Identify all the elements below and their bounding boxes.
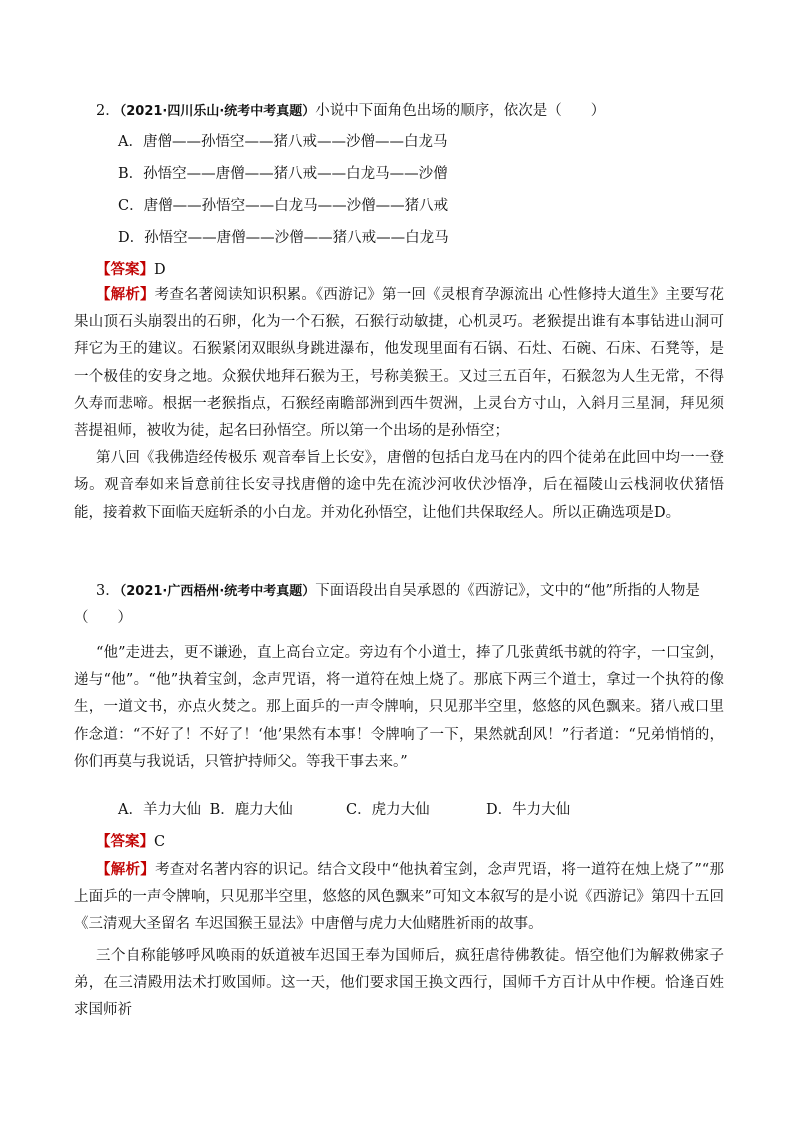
answer-tag: 【答案】 <box>96 834 154 850</box>
question-source: （2021·四川乐山·统考中考真题） <box>119 104 316 119</box>
analysis-block-q3 <box>74 857 724 1024</box>
analysis-paragraph: 第八回《我佛造经传极乐 观音奉旨上长安》，唐僧的包括白龙马在内的四个徒弟在此回中均一一登场。观音奉如来旨意前往长安寻找唐僧的途中先在流沙河收伏沙悟净，后在福陵山云栈洞收伏猪悟能，接着救下面临天庭斩杀的小白龙。并劝化孙悟空，让他们共保取经人。所以正确选项是D。 <box>74 450 724 521</box>
question-3-header <box>96 581 716 602</box>
option-c: C．虎力大仙 <box>346 802 430 818</box>
analysis-paragraph <box>74 857 724 939</box>
question-stem: 下面语段出自吴承恩的《西游记》，文中的“他”所指的人物是 <box>315 583 700 599</box>
answer-value: D <box>154 262 166 278</box>
option-b: B．孙悟空——唐僧——猪八戒——白龙马——沙僧 <box>118 166 448 182</box>
answer-line <box>96 832 165 852</box>
question-number: 2． <box>96 103 120 119</box>
question-2-header <box>96 101 716 122</box>
question-paren: （ ） <box>74 610 132 626</box>
option-a: A．唐僧——孙悟空——猪八戒——沙僧——白龙马 <box>118 134 448 150</box>
analysis-tag: 【解析】 <box>96 287 155 303</box>
analysis-text: 考查对名著内容的识记。结合文段中“他执着宝剑，念声咒语，将一道符在烛上烧了”“那上面乒的一声令牌响，只见那半空里，悠悠的风色飘来”可知文本叙写的是小说《西游记》第四十五回《三清观大圣留名 车迟国猴王显法》中唐僧与虎力大仙赌胜祈雨的故事。 <box>74 862 724 933</box>
option-b: B．鹿力大仙 <box>209 802 293 818</box>
passage-text: “他”走进去，更不谦逊，直上高台立定。旁边有个小道士，捧了几张黄纸书就的符字，一口宝剑，递与“他”。“他”执着宝剑，念声咒语，将一道符在烛上烧了。那底下两三个道士，拿过一个执符的像生，一道文书，亦点火焚之。那上面乒的一声令牌响，只见那半空里，悠悠的风色飘来。猪八戒口里作念道：“不好了！不好了！‘他’果然有本事！令牌响了一下，果然就刮风！”行者道：“兄弟悄悄的，你们再莫与我说话，只管护持师父。等我干事去来。” <box>74 645 724 770</box>
answer-tag: 【答案】 <box>96 262 154 278</box>
analysis-text: 考查名著阅读知识积累。《西游记》第一回《灵根育孕源流出 心性修持大道生》主要写花果山顶石头崩裂出的石卵，化为一个石猴，石猴行动敏捷，心机灵巧。老猴提出谁有本事钻进山洞可拜它为王的建议。石猴紧闭双眼纵身跳进瀑布，他发现里面有石锅、石灶、石碗、石床、石凳等，是一个极佳的安身之地。众猴伏地拜石猴为王，号称美猴王。又过三五百年，石猴忽为人生无常，不得久寿而悲啼。根据一老猴指点，石猴经南瞻部洲到西牛贺洲，上灵台方寸山，入斜月三星洞，拜见须菩提祖师，被收为徒，起名曰孙悟空。所以第一个出场的是孙悟空； <box>74 287 725 440</box>
analysis-tag: 【解析】 <box>96 862 156 878</box>
question-number: 3． <box>96 583 120 599</box>
option-c: C．唐僧——孙悟空——白龙马——沙僧——猪八戒 <box>118 198 449 214</box>
answer-line <box>96 260 166 280</box>
option-a: A．羊力大仙 <box>118 802 201 818</box>
analysis-paragraph: 三个自称能够呼风唤雨的妖道被车迟国王奉为国师后，疯狂虐待佛教徒。悟空他们为解救佛家子弟，在三清殿用法术打败国师。这一天，他们要求国王换文西行，国师千方百计从中作梗。恰逢百姓求国师祈 <box>74 947 724 1019</box>
answer-value: C <box>154 834 166 850</box>
q3-options <box>118 800 571 820</box>
option-d: D．牛力大仙 <box>486 802 571 818</box>
question-source: （2021·广西梧州·统考中考真题） <box>119 584 316 599</box>
question-stem: 小说中下面角色出场的顺序，依次是（ ） <box>315 103 606 119</box>
option-d: D．孙悟空——唐僧——沙僧——猪八戒——白龙马 <box>118 230 449 246</box>
analysis-block-q2 <box>74 282 724 527</box>
analysis-paragraph <box>74 282 724 445</box>
passage-block <box>74 640 724 776</box>
